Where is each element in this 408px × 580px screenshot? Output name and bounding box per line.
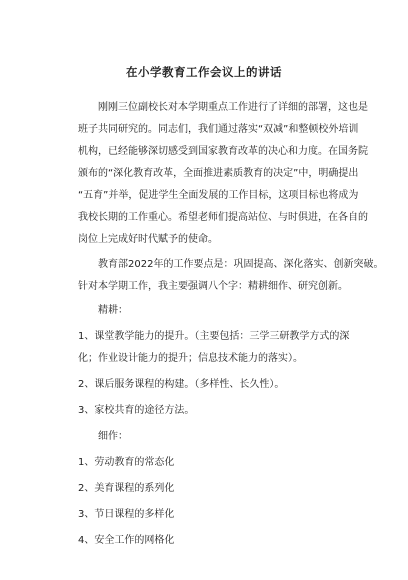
paragraph-1-line-7: 岗位上完成好时代赋予的使命。: [78, 234, 218, 245]
xizuo-item-4: 4、安全工作的网格化: [78, 535, 175, 546]
xizuo-heading: 细作：: [98, 431, 128, 442]
jinggeng-item-3: 3、家校共育的途径方法。: [78, 405, 195, 416]
jinggeng-item-1: 1、课堂教学能力的提升。（主要包括：三学三研教学方式的深: [78, 331, 350, 342]
document-title: 在小学教育工作会议上的讲话: [126, 65, 282, 79]
paragraph-2-line-2: 针对本学期工作，我主要强调八个字：精耕细作、研究创新。: [78, 281, 348, 292]
paragraph-1-line-6: 我校长期的工作重心。希望老师们提高站位、与时俱进，在各自的: [78, 212, 368, 223]
xizuo-item-1: 1、劳动教育的常态化: [78, 457, 175, 468]
jinggeng-heading: 精耕：: [98, 305, 128, 316]
paragraph-1-line-3: 机构，已经能够深切感受到国家教育改革的决心和力度。在国务院: [78, 146, 368, 157]
jinggeng-item-1-cont: 化；作业设计能力的提升；信息技术能力的落实）。: [78, 353, 303, 364]
paragraph-1-line-5: “五育”并举，促进学生全面发展的工作目标，这项目标也将成为: [78, 190, 359, 201]
paragraph-2-line-1: 教育部2022年的工作要点是：巩固提高、深化落实、创新突破。: [98, 259, 384, 270]
paragraph-1-line-4: 颁布的“深化教育改革，全面推进素质教育的决定”中，明确提出: [78, 168, 359, 179]
jinggeng-item-2: 2、课后服务课程的构建。（多样性、长久性）。: [78, 379, 285, 390]
xizuo-item-2: 2、美育课程的系列化: [78, 483, 175, 494]
xizuo-item-3: 3、节日课程的多样化: [78, 509, 175, 520]
paragraph-1-line-1: 刚刚三位副校长对本学期重点工作进行了详细的部署，这也是: [98, 102, 368, 113]
paragraph-1-line-2: 班子共同研究的。同志们，我们通过落实“双减”和整顿校外培训: [78, 124, 359, 135]
